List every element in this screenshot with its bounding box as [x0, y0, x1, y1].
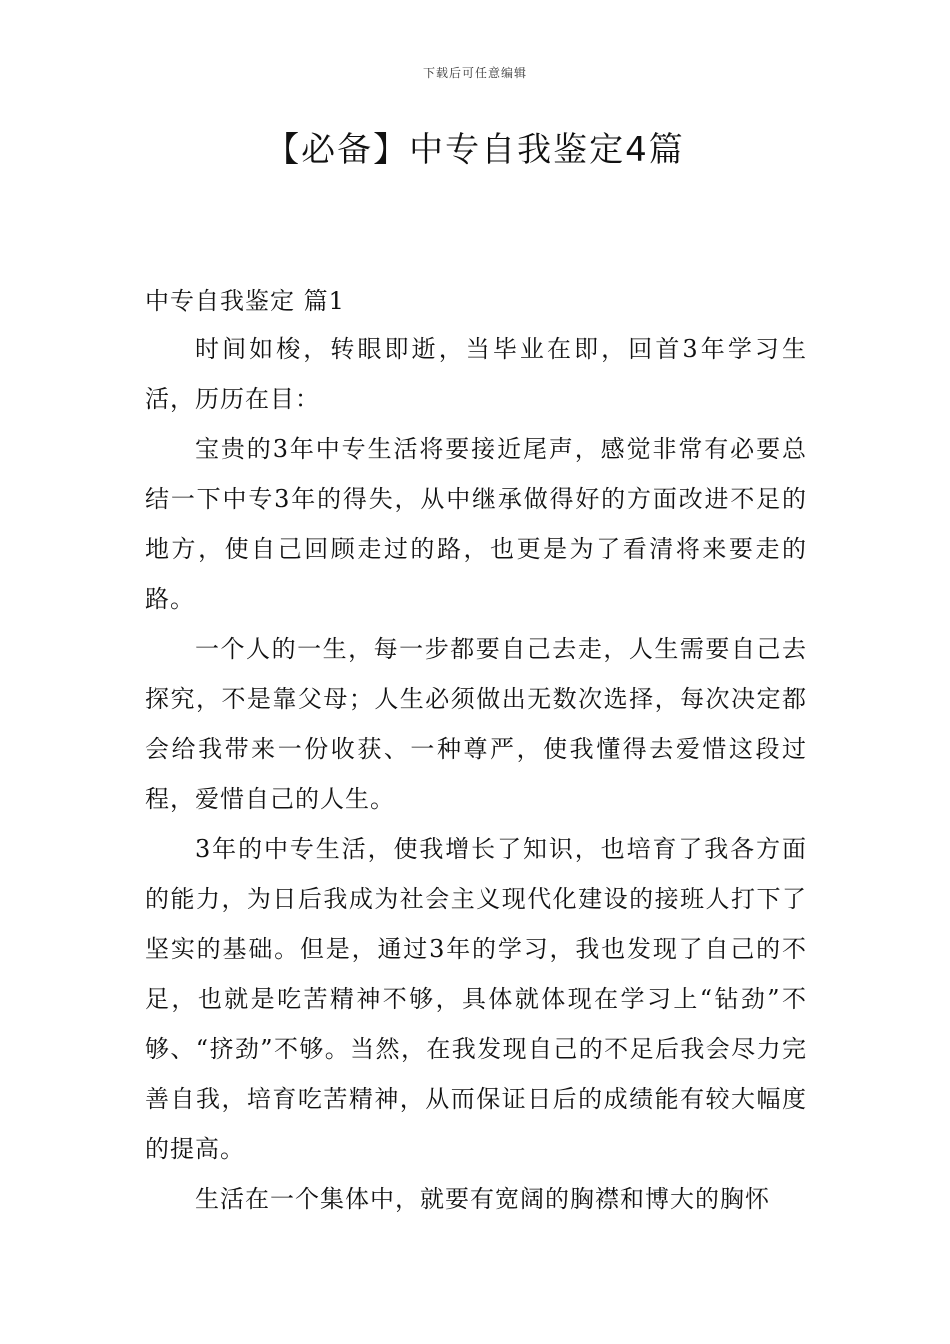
document-body	[145, 278, 807, 1224]
section-heading: 中专自我鉴定 篇1	[145, 287, 345, 315]
paragraph: 一个人的一生，每一步都要自己去走，人生需要自己去探究，不是靠父母；人生必须做出无数次选择，每次决定都会给我带来一份收获、一种尊严，使我懂得去爱惜这段过程，爱惜自己的人生。	[145, 635, 807, 813]
paragraph: 时间如梭，转眼即逝，当毕业在即，回首3年学习生活，历历在目：	[145, 335, 807, 413]
paragraph: 宝贵的3年中专生活将要接近尾声，感觉非常有必要总结一下中专3年的得失，从中继承做得好的方面改进不足的地方，使自己回顾走过的路，也更是为了看清将来要走的路。	[145, 435, 807, 613]
document-title: 【必备】中专自我鉴定4篇	[265, 130, 685, 170]
paragraph: 生活在一个集体中，就要有宽阔的胸襟和博大的胸怀	[195, 1185, 770, 1213]
header-note: 下载后可任意编辑	[422, 66, 527, 80]
paragraph: 3年的中专生活，使我增长了知识，也培育了我各方面的能力，为日后我成为社会主义现代化建设的接班人打下了坚实的基础。但是，通过3年的学习，我也发现了自己的不足，也就是吃苦精神不够，具体就体现在学习上“钻劲”不够、“挤劲”不够。当然，在我发现自己的不足后我会尽力完善自我，培育吃苦精神，从而保证日后的成绩能有较大幅度的提高。	[145, 835, 807, 1163]
